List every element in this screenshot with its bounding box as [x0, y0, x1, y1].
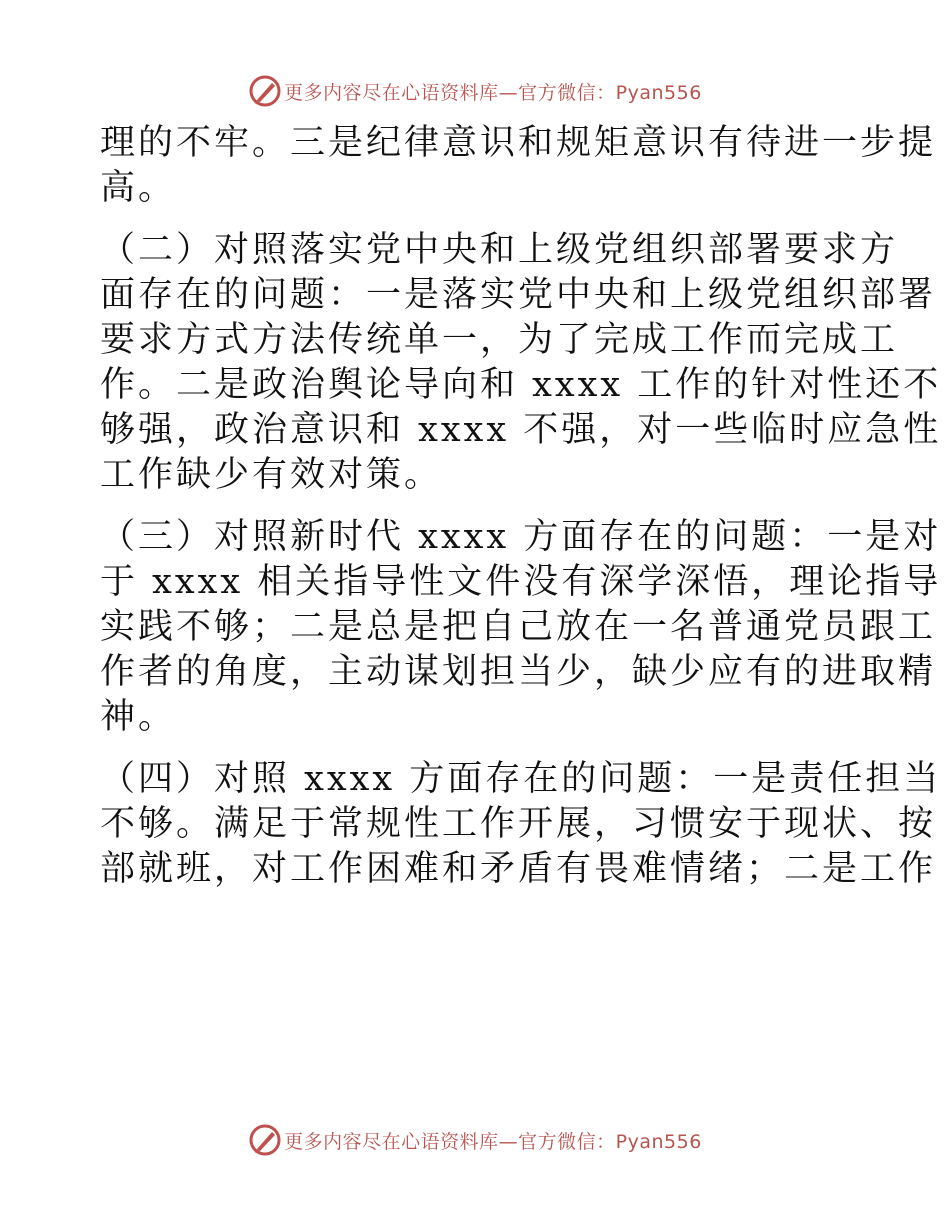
text-line: 实践不够；二是总是把自己放在一名普通党员跟工: [100, 607, 937, 647]
paragraph: [100, 121, 937, 211]
quill-pen-circle-icon: [248, 74, 282, 108]
text-line: 够强，政治意识和 xxxx 不强，对一些临时应急性: [100, 410, 942, 450]
text-line: （四）对照 xxxx 方面存在的问题：一是责任担当: [100, 759, 942, 799]
text-line: 理的不牢。三是纪律意识和规矩意识有待进一步提: [100, 123, 937, 163]
text-line: 高。: [100, 168, 177, 208]
text-line: 不够。满足于常规性工作开展，习惯安于现状、按: [100, 804, 937, 844]
paragraph: [100, 757, 942, 892]
footer-watermark-text: 更多内容尽在心语资料库—官方微信：Pyan556: [284, 1130, 702, 1153]
text-line: 工作缺少有效对策。: [100, 455, 443, 495]
paragraph: [100, 228, 942, 498]
footer-watermark-inner: [248, 1123, 702, 1157]
footer-watermark: [0, 1120, 950, 1160]
text-line: 部就班，对工作困难和矛盾有畏难情绪；二是工作: [100, 849, 937, 889]
text-line: 要求方式方法传统单一，为了完成工作而完成工: [100, 320, 899, 360]
header-watermark: [0, 71, 950, 111]
header-watermark-text: 更多内容尽在心语资料库—官方微信：Pyan556: [284, 81, 702, 104]
quill-pen-circle-icon: [248, 1123, 282, 1157]
header-watermark-inner: [248, 74, 702, 108]
document-body: [100, 121, 942, 892]
text-line: （三）对照新时代 xxxx 方面存在的问题：一是对: [100, 517, 942, 557]
text-line: 于 xxxx 相关指导性文件没有深学深悟，理论指导: [100, 562, 942, 602]
text-line: 作者的角度，主动谋划担当少，缺少应有的进取精: [100, 652, 937, 692]
text-line: 神。: [100, 697, 177, 737]
text-line: 面存在的问题：一是落实党中央和上级党组织部署: [100, 275, 937, 315]
text-line: （二）对照落实党中央和上级党组织部署要求方: [100, 230, 899, 270]
paragraph: [100, 515, 942, 740]
text-line: 作。二是政治舆论导向和 xxxx 工作的针对性还不: [100, 365, 942, 405]
